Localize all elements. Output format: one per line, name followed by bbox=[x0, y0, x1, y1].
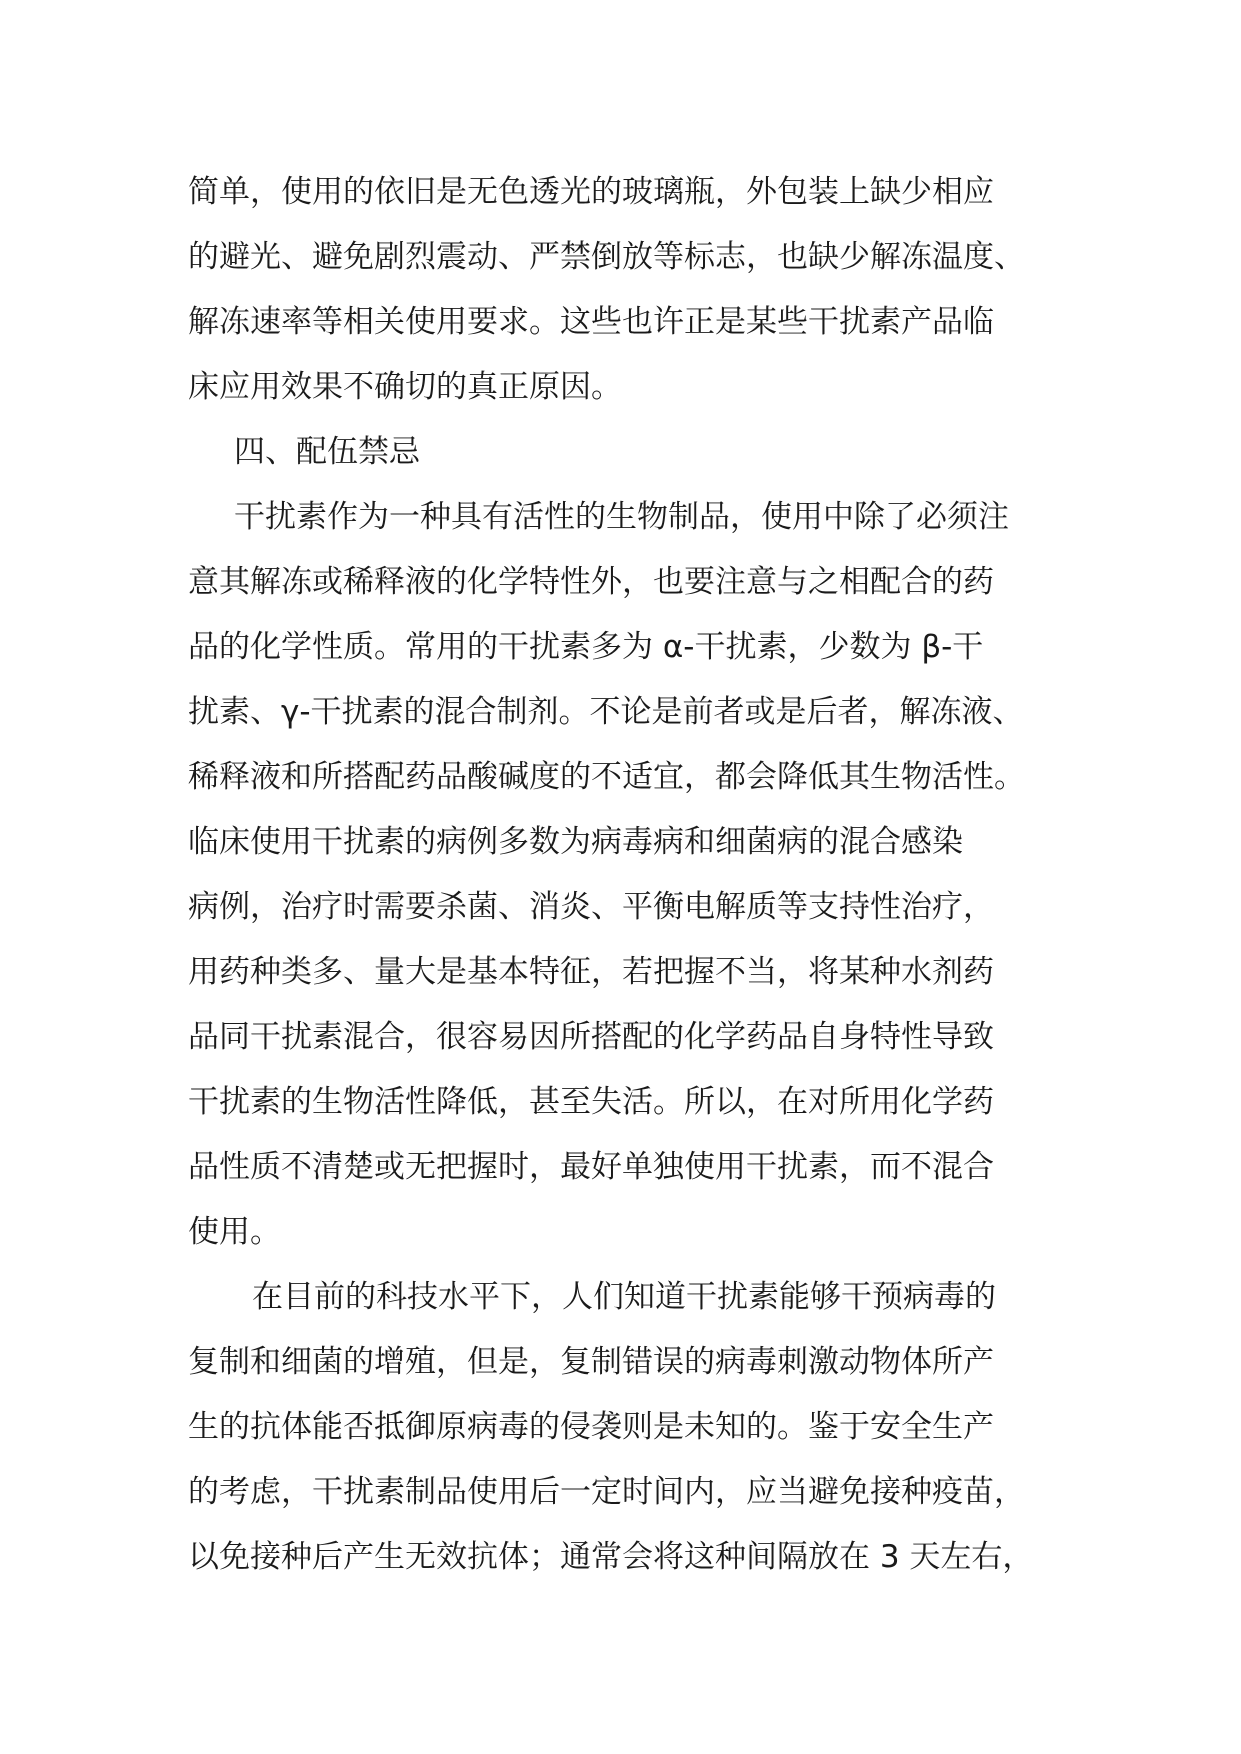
paragraph-line: 品性质不清楚或无把握时，最好单独使用干扰素，而不混合 bbox=[188, 1149, 994, 1185]
section-heading: 四、配伍禁忌 bbox=[234, 434, 420, 470]
paragraph-line: 病例，治疗时需要杀菌、消炎、平衡电解质等支持性治疗， bbox=[188, 889, 994, 925]
paragraph-line: 稀释液和所搭配药品酸碱度的不适宜，都会降低其生物活性。 bbox=[188, 759, 1025, 795]
paragraph-line: 意其解冻或稀释液的化学特性外，也要注意与之相配合的药 bbox=[188, 564, 994, 600]
paragraph-line: 用药种类多、量大是基本特征，若把握不当，将某种水剂药 bbox=[188, 954, 994, 990]
paragraph-line: 生的抗体能否抵御原病毒的侵袭则是未知的。鉴于安全生产 bbox=[188, 1409, 994, 1445]
paragraph-line: 品的化学性质。常用的干扰素多为 α-干扰素，少数为 β-干 bbox=[188, 629, 984, 665]
paragraph-line: 扰素、γ-干扰素的混合制剂。不论是前者或是后者，解冻液、 bbox=[188, 694, 1024, 730]
paragraph-line: 干扰素作为一种具有活性的生物制品，使用中除了必须注 bbox=[234, 499, 1009, 535]
paragraph-line: 在目前的科技水平下，人们知道干扰素能够干预病毒的 bbox=[252, 1279, 996, 1315]
paragraph-line: 的考虑，干扰素制品使用后一定时间内，应当避免接种疫苗， bbox=[188, 1474, 1025, 1510]
document-body bbox=[188, 160, 1068, 1590]
paragraph-line: 临床使用干扰素的病例多数为病毒病和细菌病的混合感染 bbox=[188, 824, 963, 860]
paragraph-line: 解冻速率等相关使用要求。这些也许正是某些干扰素产品临 bbox=[188, 304, 994, 340]
paragraph-line: 床应用效果不确切的真正原因。 bbox=[188, 369, 622, 405]
paragraph-line: 简单，使用的依旧是无色透光的玻璃瓶，外包装上缺少相应 bbox=[188, 174, 994, 210]
paragraph-line: 干扰素的生物活性降低，甚至失活。所以，在对所用化学药 bbox=[188, 1084, 994, 1120]
paragraph-line: 使用。 bbox=[188, 1214, 281, 1250]
paragraph-line: 品同干扰素混合，很容易因所搭配的化学药品自身特性导致 bbox=[188, 1019, 994, 1055]
paragraph-line: 的避光、避免剧烈震动、严禁倒放等标志，也缺少解冻温度、 bbox=[188, 239, 1025, 275]
paragraph-line: 复制和细菌的增殖，但是，复制错误的病毒刺激动物体所产 bbox=[188, 1344, 994, 1380]
paragraph-line: 以免接种后产生无效抗体；通常会将这种间隔放在 3 天左右， bbox=[188, 1539, 1034, 1575]
